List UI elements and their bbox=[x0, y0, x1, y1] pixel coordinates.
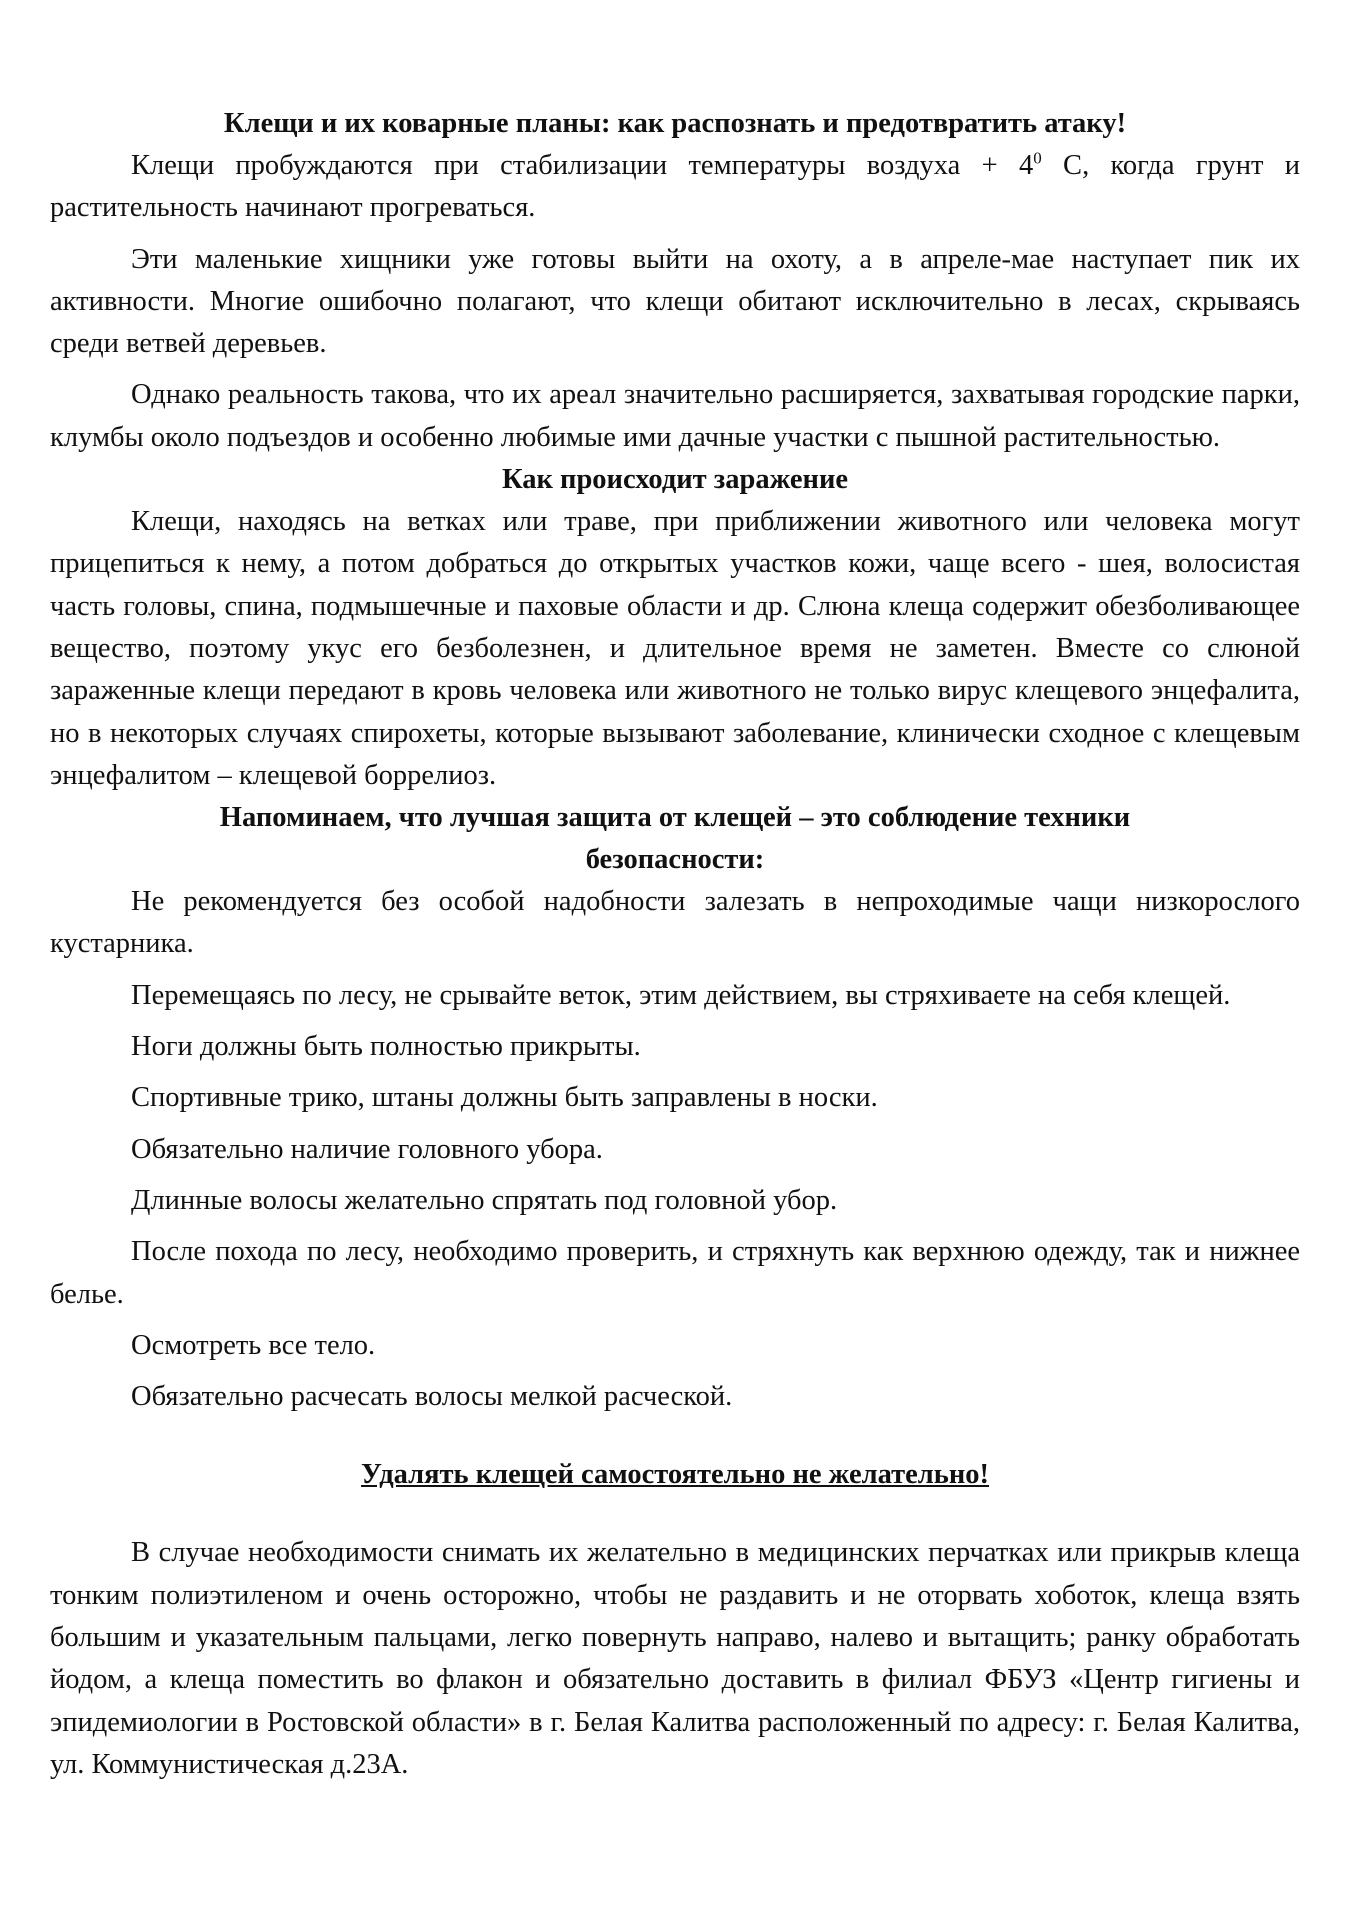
safety-item: Осмотреть все тело. bbox=[131, 1329, 376, 1361]
document-title: Клещи и их коварные планы: как распознать и предотвратить атаку! bbox=[223, 108, 1127, 139]
safety-item: Спортивные трико, штаны должны быть заправлены в носки. bbox=[131, 1082, 878, 1114]
safety-heading-line-1: Напоминаем, что лучшая защита от клещей – это соблюдение техники bbox=[219, 802, 1131, 834]
intro-paragraph-1 bbox=[50, 145, 1300, 230]
safety-item: Перемещаясь по лесу, не срывайте веток, этим действием, вы стряхиваете на себя клещей. bbox=[131, 979, 1231, 1011]
infection-paragraph: Клещи, находясь на ветках или траве, при приближении животного или человека могут прицепиться к нему, а потом добраться до открытых участков кожи, чаще всего - шея, волосистая часть головы, спина, подмышечные и паховые области и др. Слюна клеща содержит обезболивающее вещество, поэтому укус его безболезнен, и длительное время не заметен. Вместе со слюной зараженные клещи передают в кровь человека или животного не только вирус клещевого энцефалита, но в некоторых случаях спирохеты, которые вызывают заболевание, клинически сходное с клещевым энцефалитом – клещевой боррелиоз. bbox=[50, 506, 1300, 791]
document-page bbox=[50, 103, 1300, 1786]
infection-heading: Как происходит заражение bbox=[501, 464, 849, 496]
intro-p1-text-end: С, когда грунт и растительность начинают прогреваться. bbox=[50, 150, 1301, 224]
intro-paragraph-3: Однако реальность такова, что их ареал значительно расширяется, захватывая городские парки, клумбы около подъездов и особенно любимые ими дачные участки с пышной растительностью. bbox=[50, 379, 1300, 453]
safety-item: Обязательно наличие головного убора. bbox=[131, 1133, 603, 1165]
intro-p1-text: Клещи пробуждаются при стабилизации температуры воздуха + 4 bbox=[131, 150, 1034, 181]
removal-paragraph: В случае необходимости снимать их желательно в медицинских перчатках или прикрыв клеща тонким полиэтиленом и очень осторожно, чтобы не раздавить и не оторвать хоботок, клеща взять большим и указательным пальцами, легко повернуть направо, налево и вытащить; ранку обработать йодом, а клеща поместить во флакон и обязательно доставить в филиал ФБУЗ «Центр гигиены и эпидемиологии в Ростовской области» в г. Белая Калитва расположенный по адресу: г. Белая Калитва, ул. Коммунистическая д.23А. bbox=[50, 1537, 1300, 1780]
safety-heading-line-2: безопасности: bbox=[585, 844, 765, 876]
safety-item: После похода по лесу, необходимо проверить, и стряхнуть как верхнюю одежду, так и нижнее белье. bbox=[50, 1236, 1300, 1310]
safety-item: Не рекомендуется без особой надобности залезать в непроходимые чащи низкорослого кустарника. bbox=[50, 886, 1300, 960]
safety-item: Длинные волосы желательно спрятать под головной убор. bbox=[131, 1184, 838, 1216]
degree-superscript: 0 bbox=[1033, 148, 1042, 168]
safety-item: Обязательно расчесать волосы мелкой расческой. bbox=[131, 1381, 733, 1413]
safety-item: Ноги должны быть полностью прикрыты. bbox=[131, 1031, 641, 1063]
removal-heading: Удалять клещей самостоятельно не желательно! bbox=[361, 1459, 989, 1491]
intro-paragraph-2: Эти маленькие хищники уже готовы выйти на охоту, а в апреле-мае наступает пик их активности. Многие ошибочно полагают, что клещи обитают исключительно в лесах, скрываясь среди ветвей деревьев. bbox=[50, 243, 1300, 360]
